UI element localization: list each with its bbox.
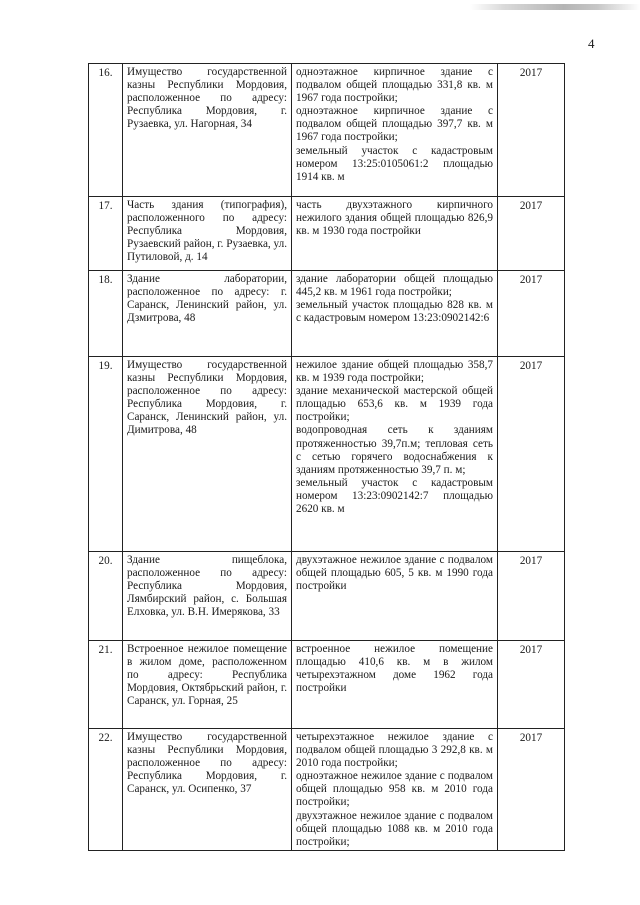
description-line: земельный участок с кадастровым номером 13:25:0105061:2 площадью 1914 кв. м: [296, 144, 493, 183]
year: 2017: [498, 552, 565, 641]
property-description: [292, 729, 498, 851]
row-number: 19.: [89, 357, 123, 552]
table-row: [89, 552, 565, 641]
description-line: здание лаборатории общей площадью 445,2 кв. м 1961 года постройки;: [296, 273, 493, 299]
property-name: Здание лаборатории, расположенное по адресу: г. Саранск, Ленинский район, ул. Дзмитрова, 48: [123, 271, 292, 357]
scan-artifact: [470, 4, 640, 10]
property-name: Встроенное нежилое помещение в жилом доме, расположенном по адресу: Республика Мордовия, Октябрьский район, г. Саранск, ул. Горная, 25: [123, 641, 292, 729]
table-row: [89, 271, 565, 357]
year: 2017: [498, 271, 565, 357]
table-row: [89, 357, 565, 552]
property-name: Имущество государственной казны Республики Мордовия, расположенное по адресу: Республика Мордовия, г. Рузаевка, ул. Нагорная, 34: [123, 64, 292, 197]
property-name: Здание пищеблока, расположенное по адресу: Республика Мордовия, Лямбирский район, с. Большая Елховка, ул. В.Н. Имерякова, 33: [123, 552, 292, 641]
table-row: [89, 197, 565, 271]
row-number: 21.: [89, 641, 123, 729]
year: 2017: [498, 357, 565, 552]
property-description: [292, 64, 498, 197]
description-line: земельный участок с кадастровым номером 13:23:0902142:7 площадью 2620 кв. м: [296, 476, 493, 516]
year: 2017: [498, 729, 565, 851]
year: 2017: [498, 641, 565, 729]
row-number: 16.: [89, 64, 123, 197]
description-line: здание механической мастерской общей площадью 653,6 кв. м 1939 года постройки;: [296, 385, 493, 424]
table-row: [89, 641, 565, 729]
description-line: одноэтажное нежилое здание с подвалом общей площадью 958 кв. м 2010 года постройки;: [296, 770, 493, 809]
description-line: двухэтажное нежилое здание с подвалом общей площадью 1088 кв. м 2010 года постройки;: [296, 809, 493, 848]
row-number: 20.: [89, 552, 123, 641]
table-row: [89, 64, 565, 197]
row-number: 18.: [89, 271, 123, 357]
row-number: 22.: [89, 729, 123, 851]
description-line: часть двухэтажного кирпичного нежилого здания общей площадью 826,9 кв. м 1930 года постройки: [296, 199, 493, 238]
page-number: 4: [588, 36, 595, 51]
description-line: водопроводная сеть к зданиям протяженностью 39,7п.м; тепловая сеть с сетью горячего водоснабжения к зданиям протяженностью 39,7 п. м;: [296, 424, 493, 476]
property-table-body: [89, 64, 565, 851]
year: 2017: [498, 197, 565, 271]
description-line: двухэтажное нежилое здание с подвалом общей площадью 605, 5 кв. м 1990 года постройки: [296, 554, 493, 593]
description-line: одноэтажное кирпичное здание с подвалом общей площадью 397,7 кв. м 1967 года постройки;: [296, 105, 493, 144]
description-line: земельный участок площадью 828 кв. м с кадастровым номером 13:23:0902142:6: [296, 299, 493, 325]
description-line: встроенное нежилое помещение площадью 410,6 кв. м в жилом четырехэтажном доме 1962 года постройки: [296, 643, 493, 695]
property-description: [292, 357, 498, 552]
row-number: 17.: [89, 197, 123, 271]
property-table: [88, 63, 565, 851]
property-name: Часть здания (типография), расположенного по адресу: Республика Мордовия, Рузаевский район, г. Рузаевка, ул. Путиловой, д. 14: [123, 197, 292, 271]
property-description: [292, 197, 498, 271]
property-description: [292, 641, 498, 729]
description-line: нежилое здание общей площадью 358,7 кв. м 1939 года постройки;: [296, 359, 493, 385]
property-name: Имущество государственной казны Республики Мордовия, расположенное по адресу: Республика Мордовия, г. Саранск, Ленинский район, ул. Димитрова, 48: [123, 357, 292, 552]
property-description: [292, 271, 498, 357]
property-description: [292, 552, 498, 641]
table-row: [89, 729, 565, 851]
description-line: четырехэтажное нежилое здание с подвалом общей площадью 3 292,8 кв. м 2010 года постройки;: [296, 731, 493, 770]
year: 2017: [498, 64, 565, 197]
description-line: одноэтажное кирпичное здание с подвалом общей площадью 331,8 кв. м 1967 года постройки;: [296, 66, 493, 105]
property-name: Имущество государственной казны Республики Мордовия, расположенное по адресу: Республика Мордовия, г. Саранск, ул. Осипенко, 37: [123, 729, 292, 851]
